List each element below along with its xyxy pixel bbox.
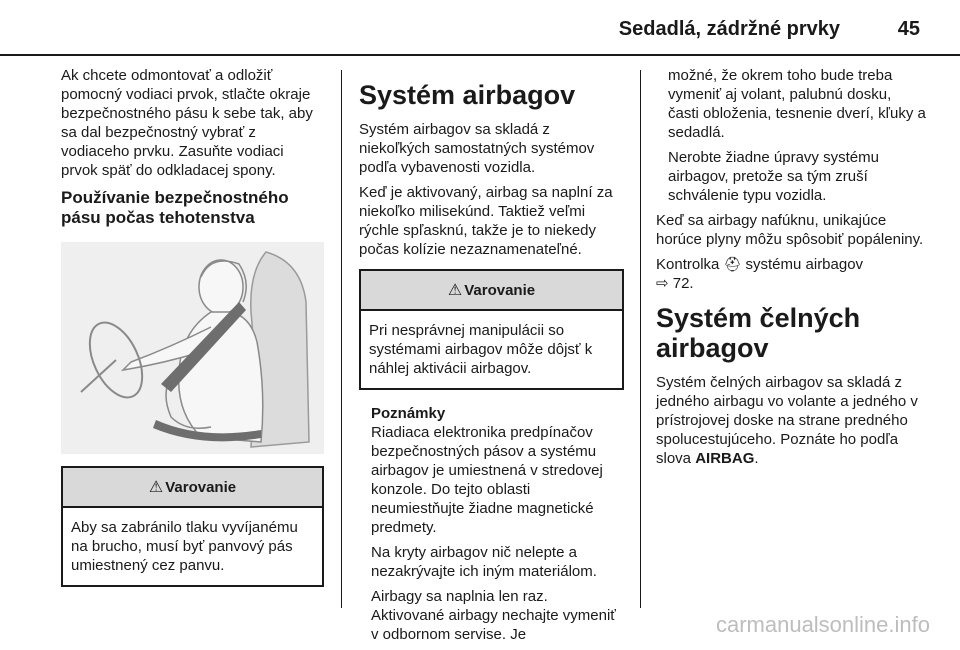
front-airbag-end: . (754, 450, 759, 467)
notes-block (359, 404, 624, 644)
page-reference-arrow-icon: ⇨ (656, 275, 669, 292)
note-1: Riadiaca elektronika predpínačov bezpečnostných pásov a systému airbagov je umiestnená v stredovej konzole. Do tejto oblasti neumiestňujte žiadne magnetické predmety. (371, 424, 603, 536)
column-1 (61, 66, 324, 595)
column-2 (359, 66, 624, 650)
page-header-title: Sedadlá, zádržné prvky (618, 18, 840, 40)
warning-label: Varovanie (464, 281, 536, 299)
column-divider-2 (640, 70, 641, 608)
front-airbag-paragraph (656, 373, 926, 468)
pregnancy-subheading: Používanie bezpečnostného pásu počas tehotenstva (61, 188, 289, 227)
warning-header (63, 468, 322, 508)
airbag-warning-lamp-icon: ⛑ (723, 256, 742, 272)
column-divider-1 (341, 70, 342, 608)
note-2: Na kryty airbagov nič nelepte a nezakrývajte ich iným materiálom. (371, 544, 597, 580)
intro-paragraph: Ak chcete odmontovať a odložiť pomocný vodiaci prvok, stlačte okraje bezpečnostného pásu k sebe tak, aby sa dal bezpečnostný vybrať z vodiaceho prvku. Zasuňte vodiaci prvok späť do odkladacej spony. (61, 67, 313, 179)
airbag-paragraph-2: Keď je aktivovaný, airbag sa naplní za niekoľko milisekúnd. Taktiež veľmi rýchle spľasknú, takže je to niekedy počas kolízie nezaznamenateľné. (359, 184, 613, 258)
front-airbag-heading: Systém čelných airbagov (656, 303, 861, 363)
pregnancy-illustration (61, 242, 324, 454)
warning-text: Aby sa zabránilo tlaku vyvíjanému na brucho, musí byť panvový pás umiestnený cez panvu. (71, 519, 298, 574)
note-4: Nerobte žiadne úpravy systému airbagov, pretože sa tým zruší schválenie typu vozidla. (668, 149, 879, 204)
warning-text: Pri nesprávnej manipulácii so systémami airbagov môže dôjsť k náhlej aktivácii airbagov. (369, 322, 593, 377)
airbag-word: AIRBAG (695, 450, 755, 467)
front-airbag-text: Systém čelných airbagov sa skladá z jedného airbagu vo volante a jedného v prístrojovej doske na strane predného spolucestujúceho. Poznáte ho podľa slova (656, 374, 918, 467)
warning-box-pregnancy (61, 466, 324, 587)
warning-header (361, 271, 622, 311)
watermark: carmanualsonline.info (715, 612, 930, 637)
hot-gas-paragraph: Keď sa airbagy nafúknu, unikajúce horúce plyny môžu spôsobiť popáleniny. (656, 212, 924, 248)
pregnant-seatbelt-illustration (61, 242, 324, 454)
notes-continued (656, 66, 926, 205)
notes-label: Poznámky (371, 405, 446, 422)
warning-triangle-icon: ⚠ (148, 478, 164, 496)
warning-triangle-icon: ⚠ (447, 281, 463, 299)
page-reference[interactable]: 72. (672, 275, 694, 292)
warning-box-airbag (359, 269, 624, 390)
airbag-paragraph-1: Systém airbagov sa skladá z niekoľkých samostatných systémov podľa vybavenosti vozidla. (359, 121, 595, 176)
column-3 (656, 66, 926, 474)
warning-lamp-post: systému airbagov (745, 256, 864, 273)
warning-lamp-paragraph (656, 255, 926, 293)
header-rule (0, 54, 960, 56)
warning-label: Varovanie (165, 478, 237, 496)
airbag-system-heading: Systém airbagov (359, 80, 576, 110)
page-number: 45 (897, 18, 920, 40)
note-3: Airbagy sa naplnia len raz. Aktivované airbagy nechajte vymeniť v odbornom servise. Je (371, 588, 616, 643)
note-3-continued: možné, že okrem toho bude treba vymeniť aj volant, palubnú dosku, časti obloženia, tesnenie dverí, kľuky a sedadlá. (668, 67, 926, 141)
warning-lamp-pre: Kontrolka (656, 256, 720, 273)
